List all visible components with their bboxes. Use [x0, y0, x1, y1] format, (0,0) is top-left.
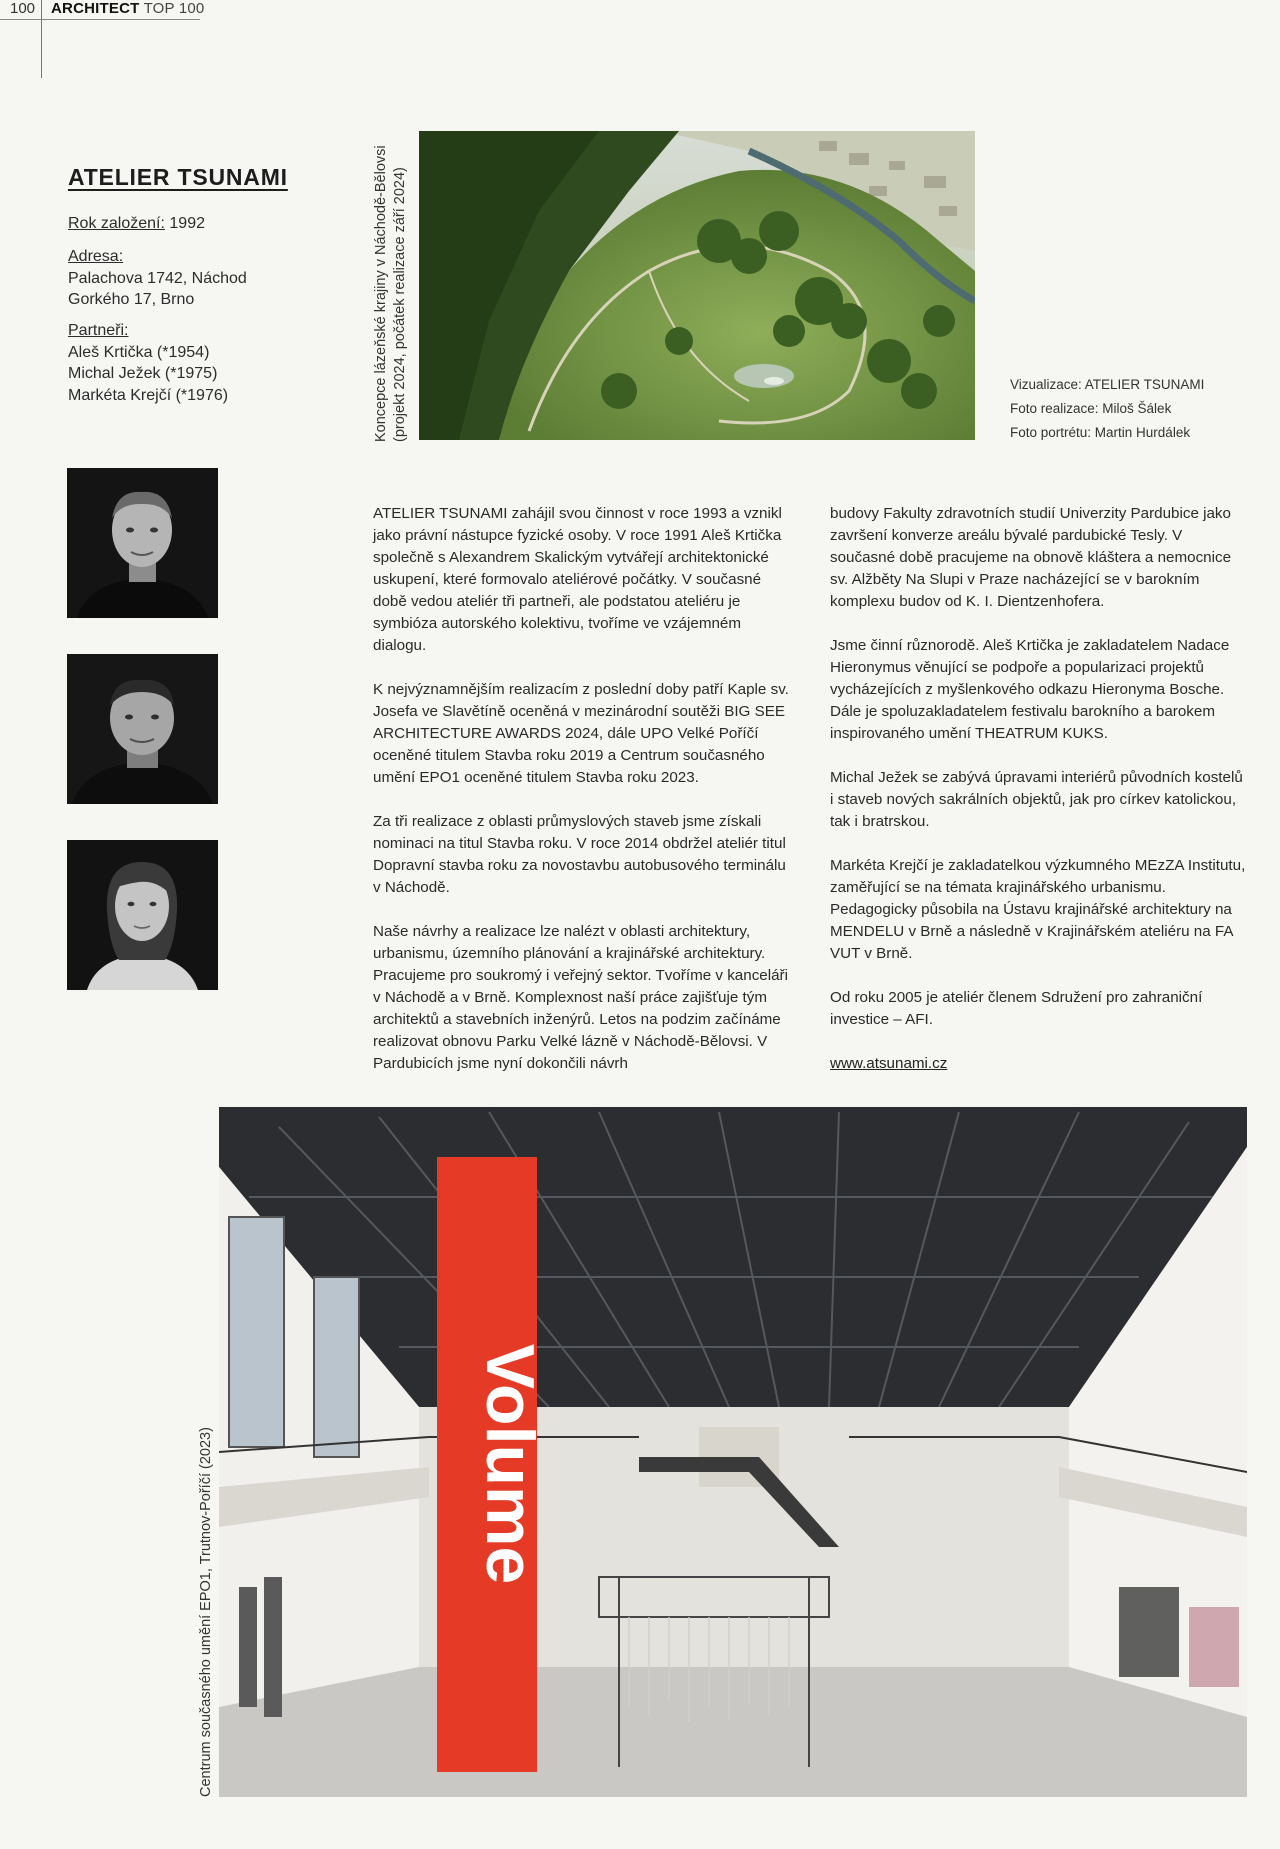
article-paragraph: ATELIER TSUNAMI zahájil svou činnost v roce 1993 a vznikl jako právní nástupce fyzické osoby. V roce 1991 Aleš Krtička společně s Alexandrem Skalickým vytvářejí architektonické uskupení, které formovalo ateliérové počátky. V současné době vedou ateliér tři partneři, ale podstatou ateliéru je symbióza autorského kolektivu, tvoříme ve vzájemném dialogu.: [373, 505, 782, 654]
partner-name: Markéta Krejčí (*1976): [68, 386, 229, 404]
article-paragraph: Od roku 2005 je ateliér členem Sdružení pro zahraniční investice – AFI.: [830, 989, 1203, 1028]
website-link[interactable]: www.atsunami.cz: [830, 1055, 948, 1072]
article-paragraph: Michal Ježek se zabývá úpravami interiérů původních kostelů i staveb nových sakrálních objektů, jak pro církev katolickou, tak i bratrskou.: [830, 769, 1243, 830]
article-paragraph: Markéta Krejčí je zakladatelkou výzkumného MEzZA Institutu, zaměřující se na témata krajinářského urbanismu. Pedagogicky působila na Ústavu krajinářské architektury na MENDELU v Brně a následně v Krajinářském ateliéru na FA VUT v Brně.: [830, 857, 1246, 962]
article-paragraph: Jsme činní různorodě. Aleš Krtička je zakladatelem Nadace Hieronymus věnující se podpoře a popularizaci projektů vycházejících z myšlenkového odkazu Hieronyma Bosche. Dále je spoluzakladatelem festivalu barokního a barokem inspirovaného umění THEATRUM KUKS.: [830, 637, 1230, 742]
header-divider-horizontal: [0, 19, 200, 20]
partners-label: Partneři:: [68, 322, 129, 339]
article-paragraph: K nejvýznamnějším realizacím z poslední doby patří Kaple sv. Josefa ve Slavětíně oceněná v mezinárodní soutěži BIG SEE ARCHITECTURE AWARDS 2024, dále UPO Velké Poříčí oceněné titulem Stavba roku 2019 a Centrum současného umění EPO1 oceněné titulem Stavba roku 2023.: [373, 681, 789, 786]
portrait-ales-krticka: [67, 468, 218, 618]
studio-name: ATELIER TSUNAMI: [68, 164, 288, 190]
running-head: [51, 0, 204, 17]
portrait-illustration: [67, 840, 218, 990]
aerial-park-illustration: [419, 131, 975, 440]
gallery-hall-photo: [219, 1107, 1247, 1797]
portrait-michal-jezek: [67, 654, 218, 804]
partner-name: Michal Ježek (*1975): [68, 365, 218, 382]
founded-info: [68, 213, 205, 235]
banner-text: Volume: [472, 1343, 548, 1585]
gallery-hall-illustration: [219, 1107, 1247, 1797]
credit-line: Foto realizace: Miloš Šálek: [1010, 401, 1172, 416]
partner-name: Aleš Krtička (*1954): [68, 343, 210, 361]
address-info: [68, 246, 247, 311]
credit-line: Vizualizace: ATELIER TSUNAMI: [1010, 377, 1205, 392]
page-number: 100: [10, 0, 36, 17]
section-name: TOP 100: [143, 0, 205, 17]
hall-photo-caption: Centrum současného umění EPO1, Trutnov-Poříčí (2023): [198, 1427, 214, 1797]
article-paragraph: budovy Fakulty zdravotních studií Univerzity Pardubice jako završení konverze areálu bývalé pardubické Tesly. V současné době pracujeme na obnově kláštera a nemocnice sv. Alžběty Na Slupi v Praze nacházející se v barokním komplexu budov od K. I. Dientzenhofera.: [830, 505, 1232, 610]
article-column-right: [830, 503, 1248, 1097]
credit-line: Foto portrétu: Martin Hurdálek: [1010, 425, 1191, 440]
park-caption-line: (projekt 2024, počátek realizace září 2024): [392, 167, 408, 442]
portrait-illustration: [67, 654, 218, 804]
article-column-left: [373, 503, 791, 1097]
aerial-park-visualization: [419, 131, 975, 440]
founded-label: Rok založení:: [68, 215, 165, 232]
park-caption-line: Koncepce lázeňské krajiny v Náchodě-Bělovsi: [373, 145, 389, 442]
article-paragraph: Za tři realizace z oblasti průmyslových staveb jsme získali nominaci na titul Stavba roku. V roce 2014 obdržel ateliér titul Dopravní stavba roku za novostavbu autobusového terminálu v Náchodě.: [373, 813, 786, 896]
park-image-caption: [372, 145, 410, 442]
portrait-illustration: [67, 468, 218, 618]
header-divider-vertical: [41, 0, 42, 78]
magazine-name: ARCHITECT: [51, 0, 140, 17]
photo-credits: [1010, 373, 1204, 445]
partners-info: [68, 320, 228, 406]
article-paragraph: Naše návrhy a realizace lze nalézt v oblasti architektury, urbanismu, územního plánování a krajinářské architektury. Pracujeme pro soukromý i veřejný sektor. Tvoříme v kanceláři v Náchodě a v Brně. Komplexnost naší práce zajišťuje tým architektů a stavebních inženýrů. Letos na podzim začínáme realizovat obnovu Parku Velké lázně v Náchodě-Bělovsi. V Pardubicích jsme nyní dokončili návrh: [373, 923, 788, 1072]
portrait-marketa-krejci: [67, 840, 218, 990]
address-line: Palachova 1742, Náchod: [68, 269, 247, 287]
founded-value: 1992: [169, 215, 205, 232]
address-label: Adresa:: [68, 248, 124, 265]
address-line: Gorkého 17, Brno: [68, 291, 195, 308]
